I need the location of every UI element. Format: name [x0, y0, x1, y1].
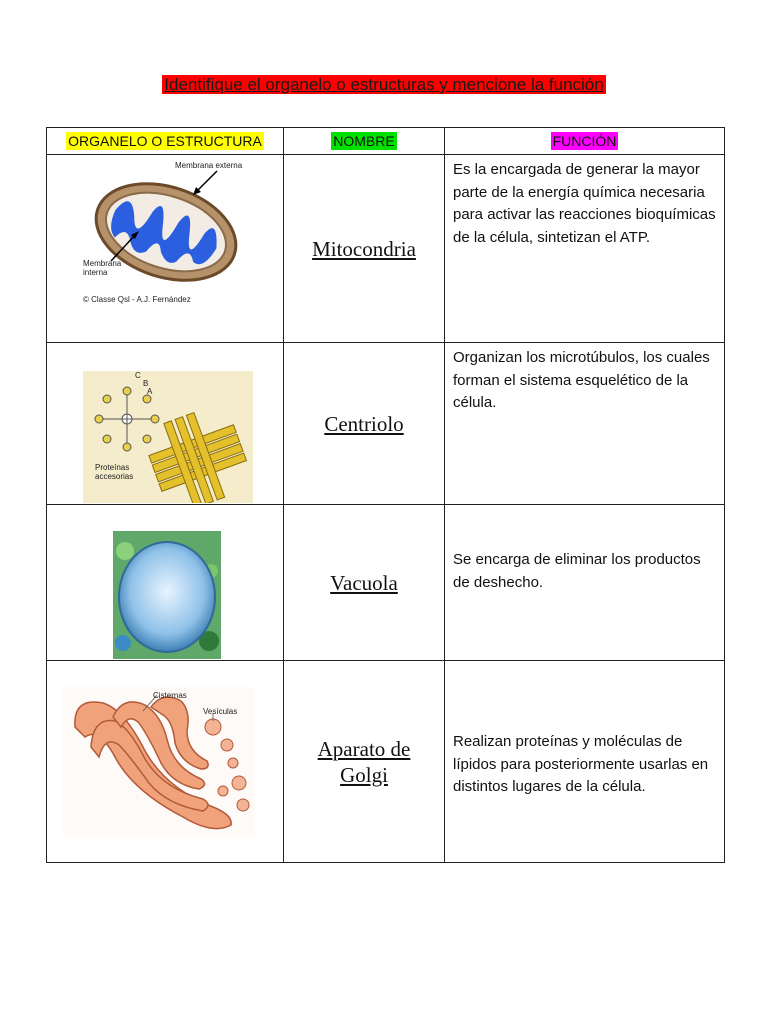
- name-cell: [284, 661, 445, 863]
- centriole-label-proteinas: Proteínas accesorias: [95, 463, 134, 481]
- name-cell: [284, 505, 445, 661]
- function-cell: Es la encargada de generar la mayor parte de la energía química necesaria para activar las reacciones bioquímicas de la célula, sintetizan el ATP.: [445, 155, 725, 343]
- function-cell: [445, 505, 725, 661]
- page-title: [0, 75, 768, 95]
- centriole-label-a: A: [147, 387, 153, 396]
- image-cell: [47, 155, 284, 343]
- image-cell: [47, 505, 284, 661]
- header-organelo: [47, 128, 284, 155]
- function-text: Realizan proteínas y moléculas de lípidos para posteriormente usarlas en distintos lugares de la célula.: [453, 733, 709, 795]
- centriole-image: [83, 371, 253, 503]
- title-text: Identifique el organelo o estructuras y mencione la función: [164, 75, 604, 94]
- organelle-name: Centriolo: [324, 411, 404, 436]
- table-row: [47, 505, 725, 661]
- organelle-table: [46, 127, 725, 863]
- function-cell: Organizan los microtúbulos, los cuales forman el sistema esquelético de la célula.: [445, 343, 725, 505]
- image-cell: [47, 343, 284, 505]
- header-funcion: [445, 128, 725, 155]
- table-header-row: [47, 128, 725, 155]
- mito-credit: © Classe Qsl - A.J. Fernández: [83, 295, 191, 304]
- header-nombre: [284, 128, 445, 155]
- organelle-name: Mitocondria: [312, 236, 416, 261]
- table-row: [47, 155, 725, 343]
- table-row: [47, 343, 725, 505]
- header-nombre-label: NOMBRE: [333, 133, 395, 149]
- centriole-label-b: B: [143, 379, 149, 388]
- organelle-name: Vacuola: [330, 570, 398, 595]
- arrow-icon: [187, 169, 227, 199]
- mito-label-inner: Membrana interna: [83, 259, 122, 277]
- centriole-label-c: C: [135, 371, 141, 380]
- name-cell: [284, 343, 445, 505]
- organelle-name: Aparato de Golgi: [317, 736, 411, 787]
- golgi-label-vesiculas: Vesículas: [203, 707, 238, 716]
- function-text: Se encarga de eliminar los productos de deshecho.: [453, 551, 701, 591]
- name-cell: [284, 155, 445, 343]
- header-funcion-label: FUNCIÓN: [552, 133, 617, 149]
- golgi-label-cisternas: Cisternas: [153, 691, 187, 700]
- image-cell: [47, 661, 284, 863]
- vacuole-image: [113, 531, 221, 659]
- header-organelo-label: ORGANELO O ESTRUCTURA: [68, 133, 262, 149]
- table-row: [47, 661, 725, 863]
- function-cell: [445, 661, 725, 863]
- arrow-icon: [107, 225, 147, 265]
- mito-label-outer: Membrana externa: [175, 161, 243, 170]
